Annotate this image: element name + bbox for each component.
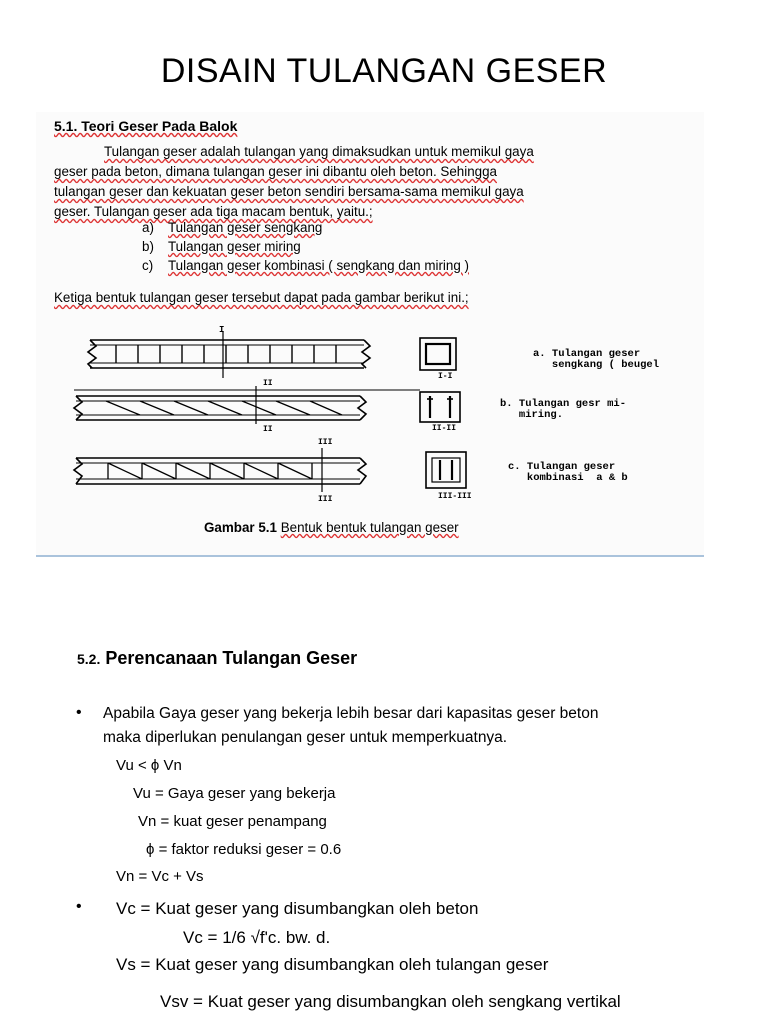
section-label-3: III-III	[438, 492, 472, 501]
cut-label-1: I	[219, 325, 225, 335]
equation-line: Vsv = Kuat geser yang disumbangkan oleh sengkang vertikal	[160, 992, 621, 1011]
page-title: DISAIN TULANGAN GESER	[160, 52, 608, 90]
scan-heading: 5.1. Teori Geser Pada Balok	[54, 118, 238, 134]
bullet-marker: •	[76, 898, 82, 915]
section-heading: 5.2. Perencanaan Tulangan Geser	[77, 648, 358, 668]
list-item: a) Tulangan geser sengkang	[142, 220, 323, 235]
beam-inclined-drawing	[74, 386, 420, 424]
equation-line: Vs = Kuat geser yang disumbangkan oleh tulangan geser	[116, 955, 549, 974]
scan-paragraph-line: geser pada beton, dimana tulangan geser ini dibantu oleh beton. Sehingga	[54, 164, 497, 179]
scan-paragraph-line: tulangan geser dan kekuatan geser beton sendiri bersama-sama memikul gaya	[54, 184, 524, 199]
cut-label-2b: II	[263, 425, 273, 434]
scan-paragraph-line: geser. Tulangan geser ada tiga macam bentuk, yaitu.;	[54, 204, 373, 219]
equation-line: Vu = Gaya geser yang bekerja	[133, 785, 336, 802]
bullet-text-line: maka diperlukan penulangan geser untuk memperkuatnya.	[103, 729, 508, 746]
bullet-text-line: Apabila Gaya geser yang bekerja lebih besar dari kapasitas geser beton	[103, 705, 599, 722]
scan-paragraph-line: Tulangan geser adalah tulangan yang dimaksudkan untuk memikul gaya	[104, 144, 534, 159]
section-label-1: I-I	[438, 372, 453, 381]
list-item: c) Tulangan geser kombinasi ( sengkang dan miring )	[142, 258, 469, 273]
equation-line: Vn = kuat geser penampang	[138, 813, 327, 830]
list-item: b) Tulangan geser miring	[142, 239, 301, 254]
figure-caption: Gambar 5.1 Bentuk bentuk tulangan geser	[204, 520, 459, 535]
equation-line: Vu < ϕ Vn	[116, 757, 182, 774]
equation-line: Vc = Kuat geser yang disumbangkan oleh beton	[116, 899, 479, 918]
figure-intro: Ketiga bentuk tulangan geser tersebut dapat pada gambar berikut ini.;	[54, 290, 469, 305]
figure-label-a: a. Tulangan geser sengkang ( beugel	[533, 348, 660, 371]
bullet-marker: •	[76, 704, 82, 721]
beam-stirrups-drawing	[88, 332, 370, 378]
section-label-2: II-II	[432, 424, 457, 433]
figure-label-c: c. Tulangan geser kombinasi a & b	[508, 461, 628, 484]
cut-label-3b: III	[318, 495, 333, 504]
cut-label-2a: II	[263, 379, 273, 388]
equation-line: Vn = Vc + Vs	[116, 868, 204, 885]
figure-label-b: b. Tulangan gesr mi- miring.	[500, 398, 627, 421]
equation-line: Vc = 1/6 √f'c. bw. d.	[183, 928, 331, 947]
equation-line: ϕ = faktor reduksi geser = 0.6	[146, 841, 342, 858]
beam-combination-drawing	[74, 448, 366, 492]
cut-label-3a: III	[318, 438, 333, 447]
